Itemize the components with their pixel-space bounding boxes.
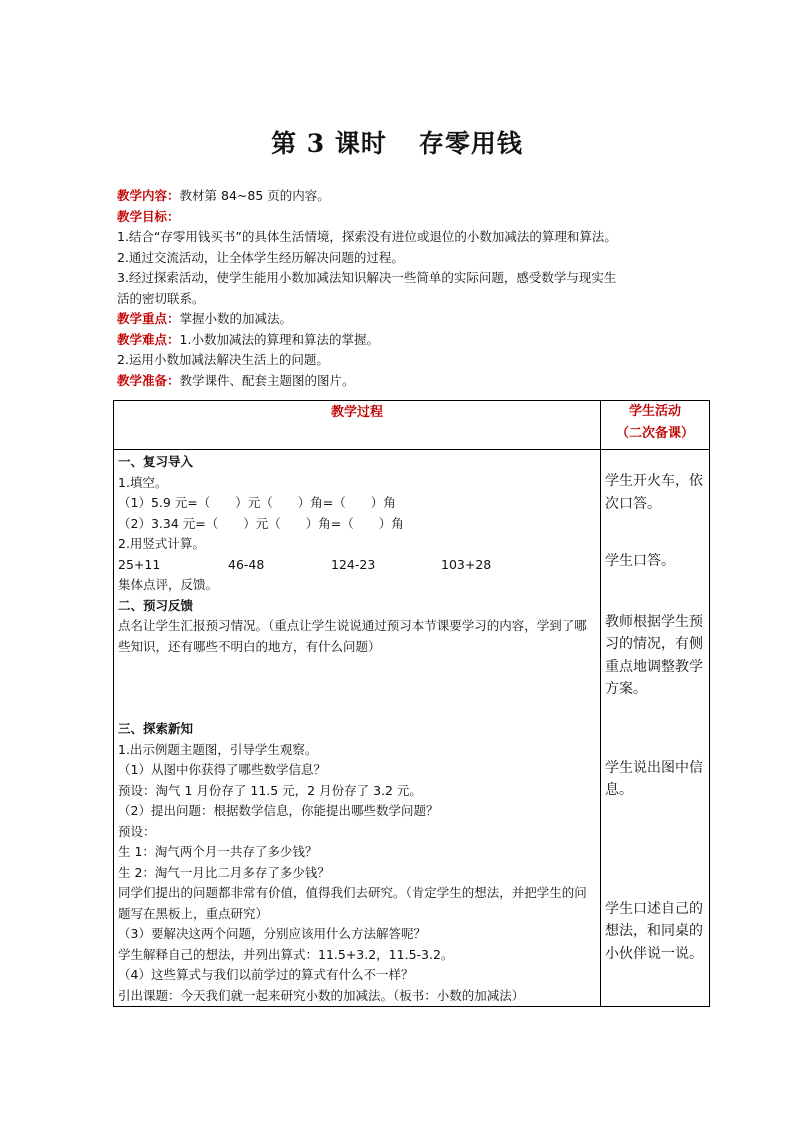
activity-review: 学生开火车，依次口答。	[605, 473, 703, 512]
difficulty-line: 教学难点：1.小数加减法的算理和算法的掌握。	[117, 331, 379, 347]
page-title	[0, 124, 794, 160]
goal-3-cont: 活的密切联系。	[117, 290, 205, 306]
goal-2: 2.通过交流活动，让全体学生经历解决问题的过程。	[117, 249, 404, 265]
lesson-overview	[117, 186, 717, 391]
lesson-number: 第 3 课时	[271, 129, 387, 158]
key-point-line: 教学重点：掌握小数的加减法。	[117, 311, 293, 326]
header-activity: 学生活动 （二次备课）	[601, 401, 710, 450]
process-cell: 一、复习导入 1.填空。 （1）5.9 元=（ ）元（ ）角=（ ）角 （2）3.34 元=（ ）元（ ）角=（ ）角 2.用竖式计算。 25+11 46-48 124-23 103+28 集体点评，反馈。 二、预习反馈 点名让学生汇报预习情况。（重点让学生说说通过预习本节课要学习的内容，学到了哪些知识，还有哪些不明白的地方，有什么问题） 三、探索新知 1.出示例题主题图，引导学生观察。 （1）从图中你获得了哪些数学信息？ 预设：淘气 1 月份存了 11.5 元，2 月份存了 3.2 元。 （2）提出问题：根据数学信息，你能提出哪些数学问题？ 预设： 生 1：淘气两个月一共存了多少钱？ 生 2：淘气一月比二月多存了多少钱？ 同学们提出的问题都非常有价值，值得我们去研究。（肯定学生的想法，并把学生的问题写在黑板上，重点研究） （3）要解决这两个问题，分别应该用什么方法解答呢？ 学生解释自己的想法，并列出算式：11.5+3.2，11.5-3.2。 （4）这些算式与我们以前学过的算式有什么不一样？ 引出课题：今天我们就一起来研究小数的加减法。（板书：小数的加减法）	[114, 450, 601, 1007]
table-row-body	[114, 450, 710, 1007]
header-process: 教学过程	[114, 401, 601, 450]
section-preview-title: 二、预习反馈	[118, 597, 194, 613]
section-review-title: 一、复习导入	[118, 454, 194, 469]
preparation-line: 教学准备：教学课件、配套主题图的图片。	[117, 372, 355, 388]
activity-explore-1: 学生说出图中信息。	[605, 759, 703, 798]
section-explore-title: 三、探索新知	[118, 721, 194, 736]
goals-heading: 教学目标：	[117, 208, 180, 224]
content-line: 教学内容：教材第 84~85 页的内容。	[117, 188, 330, 203]
lesson-name: 存零用钱	[418, 129, 523, 158]
activity-explore-2: 学生口述自己的想法，和同桌的小伙伴说一说。	[605, 900, 703, 962]
teaching-table	[113, 400, 710, 1007]
table-header-row	[114, 401, 710, 450]
goal-3: 3.经过探索活动，使学生能用小数加减法知识解决一些简单的实际问题，感受数学与现实生	[117, 270, 617, 285]
activity-preview: 教师根据学生预习的情况，有侧重点地调整教学方案。	[605, 613, 703, 697]
activity-oral: 学生口答。	[605, 553, 675, 569]
activity-cell	[601, 450, 710, 1007]
difficulty-2: 2.运用小数加减法解决生活上的问题。	[117, 352, 329, 367]
calc-exercises: 25+11 46-48 124-23 103+28	[118, 556, 492, 572]
goal-1: 1.结合“存零用钱买书”的具体生活情境，探索没有进位或退位的小数加减法的算理和算法。	[117, 229, 617, 244]
